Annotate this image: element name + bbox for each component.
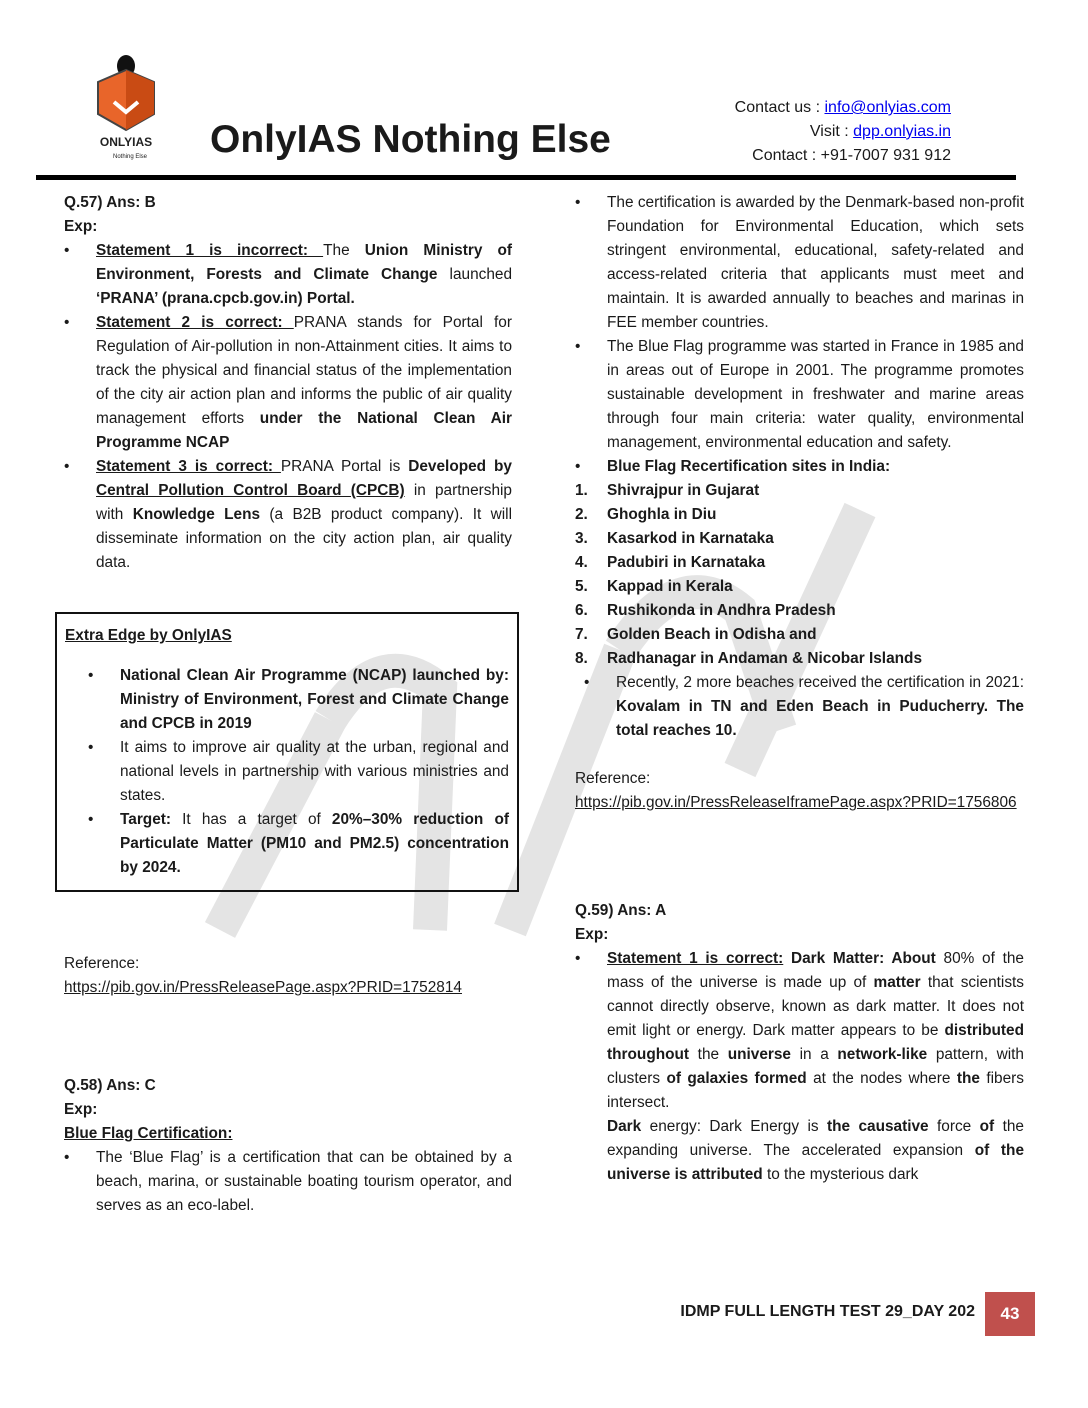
text-run: PRANA stands for Portal for Regulation of Air-pollution in non-Attainment cities. It aims to track the physical and financial status of the implementation of the city air action plan and informs the public of air quality management efforts bbox=[96, 314, 512, 427]
text-run: Knowledge Lens bbox=[132, 506, 261, 523]
site-name: Padubiri in Karnataka bbox=[607, 554, 766, 571]
text-run: in partnership with bbox=[96, 482, 512, 523]
text-run: Recently, 2 more beaches received the certification in 2021: bbox=[616, 674, 1024, 691]
text-run: launched bbox=[437, 266, 513, 283]
site-item bbox=[575, 647, 1024, 671]
list-number: 1. bbox=[575, 482, 588, 499]
q59-section bbox=[575, 899, 1024, 1187]
list-number: 8. bbox=[575, 650, 588, 667]
text-run: The Blue Flag programme was started in France in 1985 and in areas out of Europe in 2001. The programme promotes sustainable development in freshwater and marine areas through four main criteria: water quality, environmental management, environmental education and safety. bbox=[607, 338, 1024, 451]
sites-list bbox=[575, 479, 1024, 671]
text-run: The certification is awarded by the Denmark-based non-profit Foundation for Environmental Education, which sets stringent environmental, educational, safety-related and access-related criteria that applicants must meet and maintain. It is awarded annually to beaches and marinas in FEE member countries. bbox=[607, 194, 1024, 331]
text-run: universe bbox=[727, 1046, 791, 1063]
header-divider bbox=[36, 175, 1016, 180]
text-run: Statement 2 is correct: bbox=[96, 314, 294, 331]
logo bbox=[92, 52, 160, 162]
q59-answer: Q.59) Ans: A bbox=[575, 902, 667, 919]
q57-section bbox=[64, 191, 512, 575]
q58-bullet bbox=[575, 191, 1024, 335]
extra-edge-box bbox=[55, 612, 519, 892]
text-run: network-like bbox=[837, 1046, 928, 1063]
text-run: Dark bbox=[607, 1118, 642, 1135]
q58-exp: Exp: bbox=[64, 1101, 98, 1118]
text-run: force bbox=[928, 1118, 980, 1135]
text-run: PRANA Portal is bbox=[280, 458, 409, 475]
text-run: distributed throughout bbox=[607, 1022, 1024, 1063]
reference-label: Reference: bbox=[64, 955, 140, 972]
text-run: Central Pollution Control Board (CPCB) bbox=[96, 482, 405, 499]
text-run: fibers intersect. bbox=[607, 1070, 1024, 1111]
text-run: The bbox=[323, 242, 365, 259]
site-item bbox=[575, 575, 1024, 599]
text-run: 20%–30% reduction of Particulate Matter (PM10 and PM2.5) concentration by 2024. bbox=[120, 811, 509, 876]
extra-edge-title: Extra Edge by OnlyIAS bbox=[65, 627, 232, 644]
recent-bullet bbox=[584, 671, 1024, 743]
list-number: 6. bbox=[575, 602, 588, 619]
text-run: matter bbox=[873, 974, 921, 991]
text-run: (a B2B product company). It will disseminate information on the city action plan, air quality data. bbox=[96, 506, 512, 571]
logo-icon bbox=[92, 52, 160, 162]
text-run bbox=[783, 950, 791, 967]
site-name: Radhanagar in Andaman & Nicobar Islands bbox=[607, 650, 923, 667]
text-run: pattern, with clusters bbox=[607, 1046, 1024, 1087]
site-name: Shivrajpur in Gujarat bbox=[607, 482, 760, 499]
q57-bullet bbox=[64, 455, 512, 575]
q58-continued bbox=[575, 191, 1024, 815]
list-number: 3. bbox=[575, 530, 588, 547]
site-item bbox=[575, 527, 1024, 551]
site-item bbox=[575, 479, 1024, 503]
logo-text: ONLYIAS bbox=[99, 135, 153, 149]
site-name: Kasarkod in Karnataka bbox=[607, 530, 774, 547]
reference-label: Reference: bbox=[575, 770, 651, 787]
q58-bullet bbox=[64, 1146, 512, 1218]
reference-link[interactable]: https://pib.gov.in/PressReleasePage.aspx?PRID=1752814 bbox=[64, 979, 462, 996]
text-run: at the nodes where bbox=[806, 1070, 957, 1087]
text-run: Dark Matter: About bbox=[790, 950, 936, 967]
text-run: the bbox=[956, 1070, 980, 1087]
text-run: in a bbox=[791, 1046, 838, 1063]
text-run: to the mysterious dark bbox=[762, 1166, 919, 1183]
text-run: of galaxies formed bbox=[666, 1070, 807, 1087]
text-run: Kovalam in TN and Eden Beach in Puducherry. The total reaches 10. bbox=[616, 698, 1024, 739]
q58-section bbox=[64, 1074, 512, 1218]
site-item bbox=[575, 599, 1024, 623]
right-column bbox=[575, 191, 1024, 1187]
text-run: the causative bbox=[826, 1118, 929, 1135]
text-run: the bbox=[689, 1046, 728, 1063]
q59-continuation bbox=[575, 1115, 1024, 1187]
q58-bullet bbox=[575, 455, 1024, 479]
text-run: Union Ministry of Environment, Forests and Climate Change bbox=[96, 242, 513, 283]
contact-email-link[interactable]: info@onlyias.com bbox=[824, 99, 951, 116]
contact-label: Contact us : bbox=[734, 99, 825, 116]
q59-exp: Exp: bbox=[575, 926, 609, 943]
logo-subtext: Nothing Else bbox=[112, 154, 148, 160]
extra-edge-bullet bbox=[88, 664, 509, 736]
text-run: The ‘Blue Flag’ is a certification that can be obtained by a beach, marina, or sustainable boating tourism operator, and serves as an eco-label. bbox=[96, 1149, 512, 1214]
list-number: 7. bbox=[575, 626, 588, 643]
text-run: under the National Clean Air Programme NCAP bbox=[96, 410, 512, 451]
left-reference bbox=[64, 952, 512, 1000]
visit-link[interactable]: dpp.onlyias.in bbox=[853, 123, 951, 140]
site-name: Kappad in Kerala bbox=[607, 578, 733, 595]
list-number: 4. bbox=[575, 554, 588, 571]
phone: Contact : +91-7007 931 912 bbox=[752, 147, 951, 164]
q58-heading: Blue Flag Certification: bbox=[64, 1125, 233, 1142]
q58-answer: Q.58) Ans: C bbox=[64, 1077, 156, 1094]
page-number: 43 bbox=[985, 1292, 1035, 1336]
text-run: Target: bbox=[120, 811, 172, 828]
site-item bbox=[575, 551, 1024, 575]
text-run: Statement 1 is correct: bbox=[607, 950, 784, 967]
site-item bbox=[575, 623, 1024, 647]
extra-edge-bullet bbox=[88, 808, 509, 880]
text-run: Developed by bbox=[408, 458, 512, 475]
list-number: 2. bbox=[575, 506, 588, 523]
text-run: of the universe is attributed bbox=[607, 1142, 1025, 1183]
text-run: Statement 1 is incorrect: bbox=[96, 242, 324, 259]
left-column bbox=[64, 191, 512, 1218]
q57-bullet bbox=[64, 311, 512, 455]
text-run: the expanding universe. The accelerated expansion bbox=[607, 1118, 1024, 1159]
text-run: ‘PRANA’ (prana.cpcb.gov.in) Portal. bbox=[96, 290, 355, 307]
text-run: energy: Dark Energy is bbox=[641, 1118, 827, 1135]
text-run: that scientists cannot directly observe, known as dark matter. It does not emit light or energy. Dark matter appears to be bbox=[607, 974, 1025, 1039]
site-name: Golden Beach in Odisha and bbox=[607, 626, 817, 643]
q58-bullet bbox=[575, 335, 1024, 455]
q59-bullet bbox=[575, 947, 1024, 1115]
reference-link[interactable]: https://pib.gov.in/PressReleaseIframePage.aspx?PRID=1756806 bbox=[575, 794, 1017, 811]
text-run: 80% of the mass of the universe is made up of bbox=[607, 950, 1024, 991]
list-number: 5. bbox=[575, 578, 588, 595]
text-run: of bbox=[979, 1118, 995, 1135]
header-title: OnlyIAS Nothing Else bbox=[210, 118, 611, 161]
q57-answer: Q.57) Ans: B bbox=[64, 194, 156, 211]
q57-exp: Exp: bbox=[64, 218, 98, 235]
text-run: It has a target of bbox=[171, 811, 332, 828]
q57-bullet bbox=[64, 239, 512, 311]
visit-label: Visit : bbox=[809, 123, 854, 140]
text-run: National Clean Air Programme (NCAP) launched by: Ministry of Environment, Forest and Climate Change and CPCB in 2019 bbox=[120, 667, 509, 732]
text-run: It aims to improve air quality at the urban, regional and national levels in partnership with various ministries and states. bbox=[120, 739, 509, 804]
contact-block bbox=[735, 96, 951, 168]
footer-test-name: IDMP FULL LENGTH TEST 29_DAY 202 bbox=[680, 1303, 975, 1320]
extra-edge-bullet bbox=[88, 736, 509, 808]
site-item bbox=[575, 503, 1024, 527]
text-run: Blue Flag Recertification sites in India: bbox=[607, 458, 891, 475]
site-name: Ghoghla in Diu bbox=[607, 506, 717, 523]
site-name: Rushikonda in Andhra Pradesh bbox=[607, 602, 836, 619]
text-run: Statement 3 is correct: bbox=[96, 458, 281, 475]
